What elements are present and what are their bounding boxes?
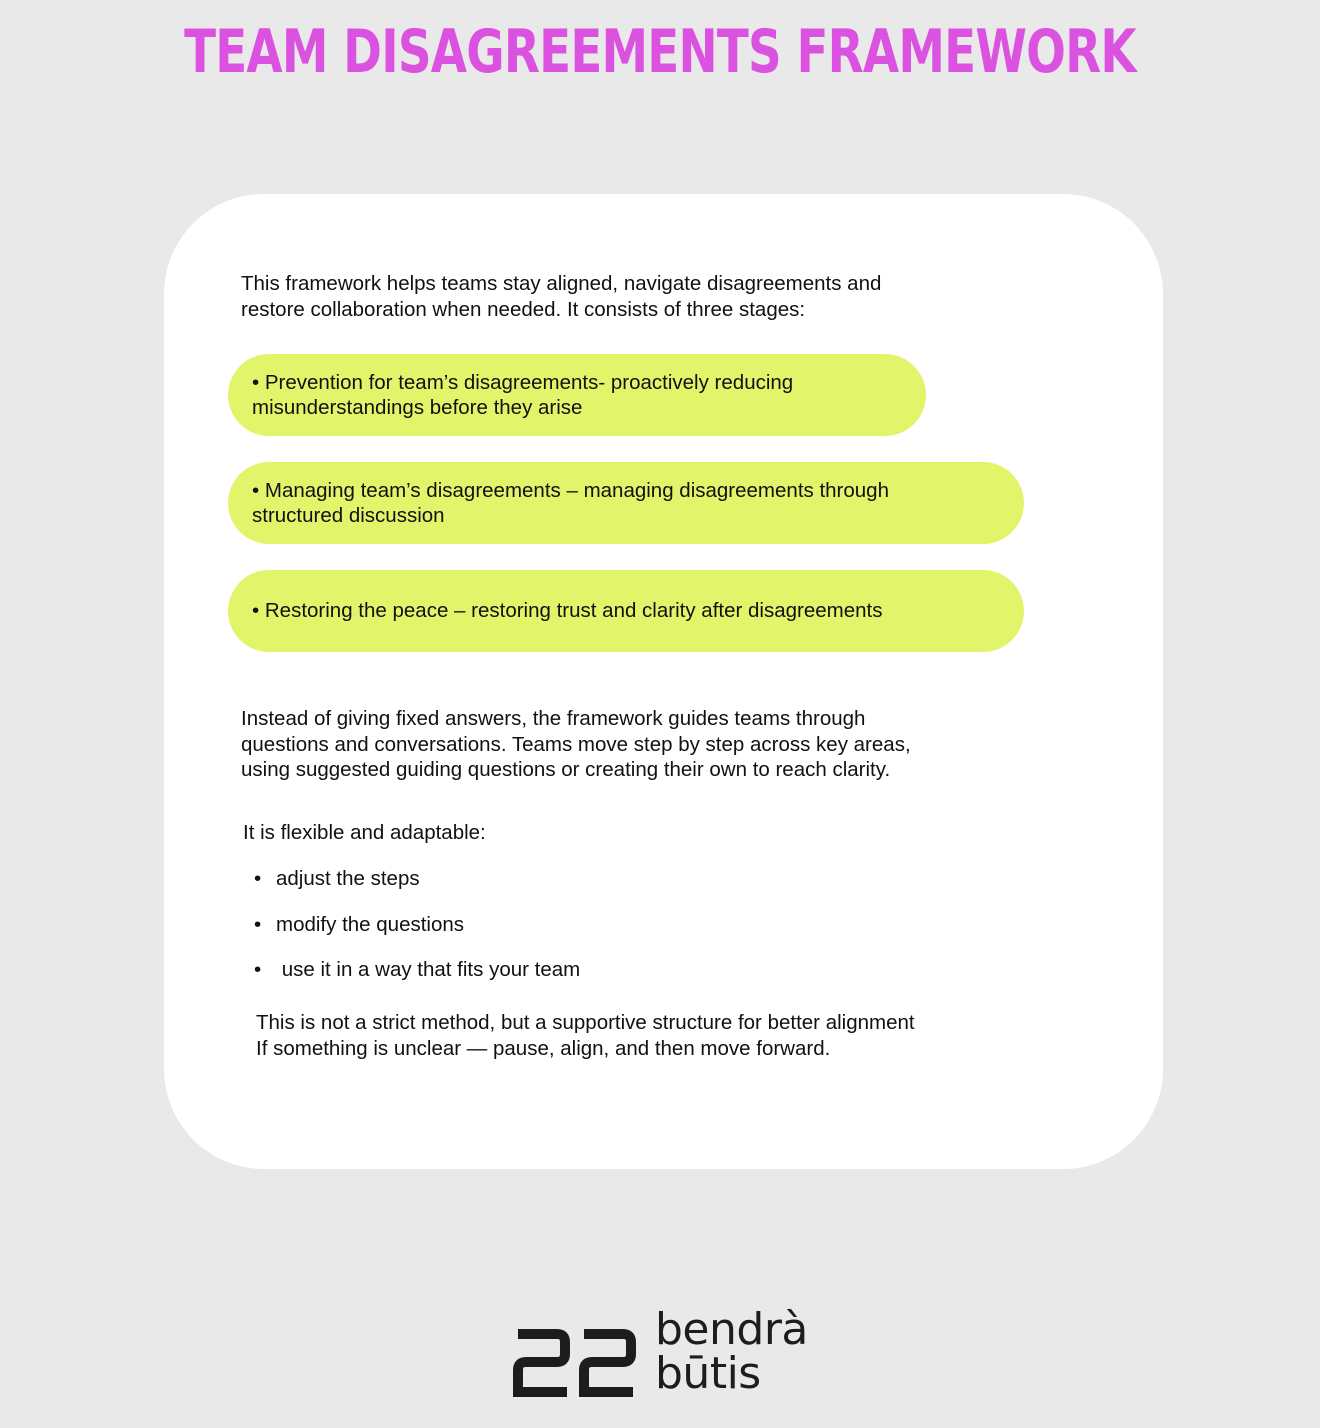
list-item bbox=[254, 912, 580, 958]
stage-text: • Prevention for team’s disagreements- proactively reducing misunderstandings before they arise bbox=[252, 370, 794, 419]
stage-text: • Restoring the peace – restoring trust and clarity after disagreements bbox=[252, 599, 883, 623]
page-title: TEAM DISAGREEMENTS FRAMEWORK bbox=[184, 17, 1136, 87]
logo-22-mark bbox=[513, 1322, 637, 1402]
bullet-icon: • bbox=[254, 958, 262, 981]
bullet-icon: • bbox=[254, 912, 262, 936]
list-item-label: modify the questions bbox=[276, 912, 465, 936]
stage-pill-prevention bbox=[228, 354, 926, 436]
logo-wordmark: bendrà būtis bbox=[655, 1304, 808, 1399]
list-item bbox=[254, 957, 580, 1003]
list-item-label: adjust the steps bbox=[276, 867, 420, 890]
flexible-title: It is flexible and adaptable: bbox=[243, 821, 486, 844]
list-item-label: use it in a way that fits your team bbox=[276, 958, 581, 981]
stage-pill-managing bbox=[228, 462, 1024, 544]
closing-text: This is not a strict method, but a supportive structure for better alignment If something is unclear — pause, align, and then move forward. bbox=[256, 1011, 915, 1060]
stage-text: • Managing team’s disagreements – managing disagreements through structured discussion bbox=[252, 478, 889, 527]
intro-text: This framework helps teams stay aligned, navigate disagreements and restore collaboration when needed. It consists of three stages: bbox=[241, 272, 882, 321]
list-item bbox=[254, 866, 580, 912]
stage-pill-restoring bbox=[228, 570, 1024, 652]
flexible-list bbox=[254, 866, 580, 1003]
bullet-icon: • bbox=[254, 867, 262, 890]
guidance-text: Instead of giving fixed answers, the framework guides teams through questions and conversations. Teams move step by step across key areas, using suggested guiding questions or creating their own to reach clarity. bbox=[241, 707, 911, 781]
framework-card bbox=[164, 194, 1163, 1169]
brand-logo bbox=[513, 1304, 833, 1408]
